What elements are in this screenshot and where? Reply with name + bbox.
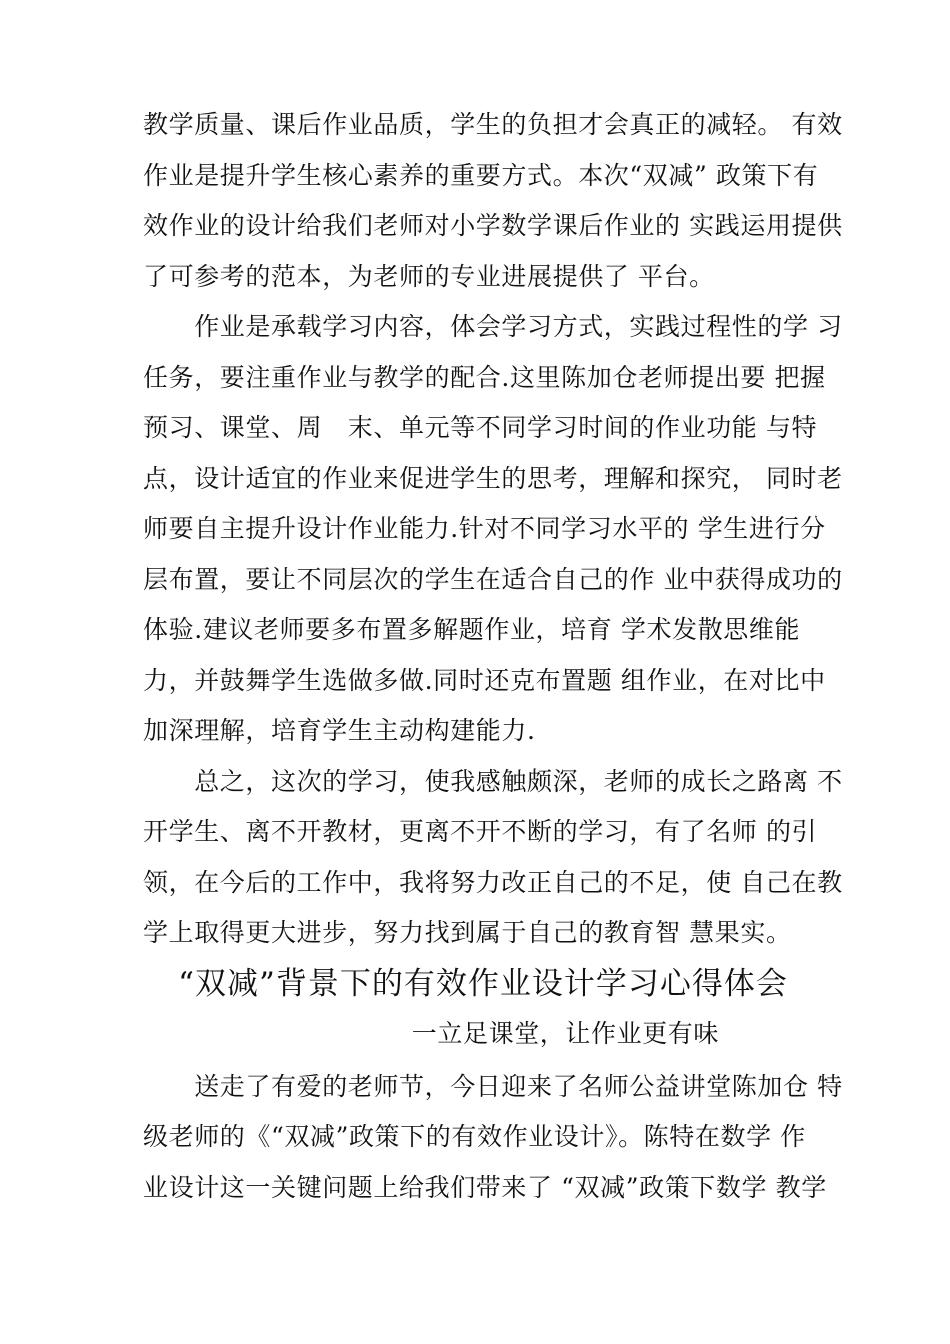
article-title: “双减”背景下的有效作业设计学习心得体会 bbox=[178, 965, 788, 1002]
document-page bbox=[143, 100, 843, 1213]
text-line: 教学质量、课后作业品质，学生的负担才会真正的减轻。 有效 bbox=[143, 110, 843, 139]
text-line: 送走了有爱的老师节，今日迎来了名师公益讲堂陈加仓 特 bbox=[143, 1071, 843, 1101]
text-line: 体验.建议老师要多布置多解题作业，培育 学术发散思维能 bbox=[143, 615, 801, 644]
text-line: 力，并鼓舞学生选做多做.同时还克布置题 组作业，在对比中 bbox=[143, 665, 826, 695]
text-line: 师要自主提升设计作业能力.针对不同学习水平的 学生进行分 bbox=[143, 514, 826, 543]
paragraph-2 bbox=[143, 302, 843, 757]
text-line: 效作业的设计给我们老师对小学数学课后作业的 实践运用提供 bbox=[143, 211, 843, 240]
text-line: 预习、课堂、周 末、单元等不同学习时间的作业功能 与特 bbox=[143, 413, 818, 442]
paragraph-4 bbox=[143, 1062, 843, 1214]
text-line: 业设计这一关键问题上给我们带来了 “双减”政策下数学 教学 bbox=[143, 1172, 827, 1202]
paragraph-3 bbox=[143, 757, 843, 959]
text-line: 作业是提升学生核心素养的重要方式。本次“双减” 政策下有 bbox=[143, 160, 819, 190]
text-line: 开学生、离不开教材，更离不开不断的学习，有了名师 的引 bbox=[143, 817, 818, 846]
text-line: 作业是承载学习内容，体会学习方式，实践过程性的学 习 bbox=[143, 312, 843, 341]
text-line: 学上取得更大进步，努力找到属于自己的教育智 慧果实。 bbox=[143, 918, 792, 947]
text-line: 总之，这次的学习，使我感触颇深，老师的成长之路离 不 bbox=[143, 766, 843, 796]
text-line: 点，设计适宜的作业来促进学生的思考，理解和探究， 同时老 bbox=[143, 463, 843, 493]
text-line: 层布置，要让不同层次的学生在适合自己的作 业中获得成功的 bbox=[143, 564, 843, 594]
text-line: 级老师的《“双减”政策下的有效作业设计》。陈特在数学 作 bbox=[143, 1122, 806, 1151]
text-line: 任务，要注重作业与教学的配合.这里陈加仓老师提出要 把握 bbox=[143, 362, 826, 392]
text-line: 加深理解，培育学生主动构建能力. bbox=[143, 716, 536, 745]
paragraph-1 bbox=[143, 100, 843, 302]
text-line: 了可参考的范本，为老师的专业进展提供了 平台。 bbox=[143, 261, 715, 291]
article-subtitle: 一立足课堂，让作业更有味 bbox=[411, 1018, 719, 1048]
text-line: 领，在今后的工作中，我将努力改正自己的不足，使 自己在教 bbox=[143, 867, 843, 897]
